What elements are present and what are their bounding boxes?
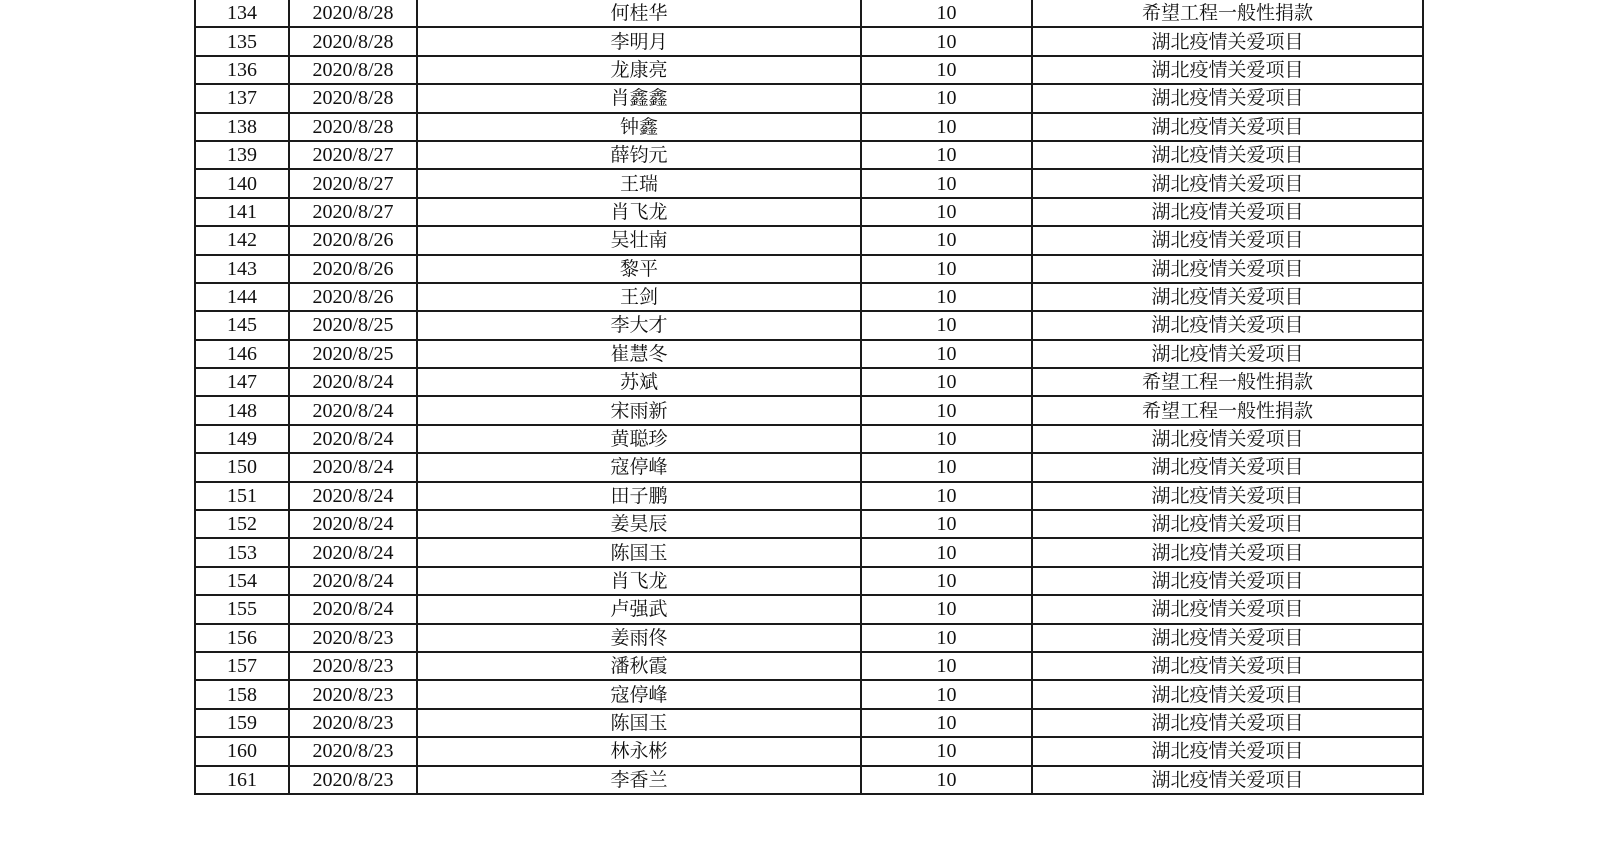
donor-name-cell: 苏斌 bbox=[417, 368, 861, 396]
donation-date-cell: 2020/8/27 bbox=[289, 169, 417, 197]
donor-name-cell: 王剑 bbox=[417, 283, 861, 311]
donation-date-cell: 2020/8/24 bbox=[289, 567, 417, 595]
row-number-cell: 147 bbox=[195, 368, 289, 396]
donation-amount-cell: 10 bbox=[861, 198, 1032, 226]
donation-date-cell: 2020/8/27 bbox=[289, 198, 417, 226]
row-number-cell: 146 bbox=[195, 340, 289, 368]
project-name-cell: 湖北疫情关爱项目 bbox=[1032, 510, 1423, 538]
donation-amount-cell: 10 bbox=[861, 766, 1032, 794]
table-row bbox=[195, 311, 1423, 339]
donor-name-cell: 潘秋霞 bbox=[417, 652, 861, 680]
donation-date-cell: 2020/8/26 bbox=[289, 283, 417, 311]
donor-name-cell: 崔慧冬 bbox=[417, 340, 861, 368]
donation-date-cell: 2020/8/25 bbox=[289, 311, 417, 339]
donation-date-cell: 2020/8/23 bbox=[289, 652, 417, 680]
donor-name-cell: 寇停峰 bbox=[417, 453, 861, 481]
project-name-cell: 湖北疫情关爱项目 bbox=[1032, 56, 1423, 84]
row-number-cell: 152 bbox=[195, 510, 289, 538]
donation-amount-cell: 10 bbox=[861, 538, 1032, 566]
donation-amount-cell: 10 bbox=[861, 113, 1032, 141]
row-number-cell: 158 bbox=[195, 680, 289, 708]
table-row bbox=[195, 680, 1423, 708]
donation-date-cell: 2020/8/23 bbox=[289, 766, 417, 794]
donation-amount-cell: 10 bbox=[861, 169, 1032, 197]
donor-name-cell: 姜雨佟 bbox=[417, 624, 861, 652]
table-row bbox=[195, 652, 1423, 680]
donor-name-cell: 肖飞龙 bbox=[417, 198, 861, 226]
row-number-cell: 144 bbox=[195, 283, 289, 311]
donor-name-cell: 林永彬 bbox=[417, 737, 861, 765]
table-row bbox=[195, 0, 1423, 27]
donor-name-cell: 卢强武 bbox=[417, 595, 861, 623]
table-row bbox=[195, 169, 1423, 197]
table-row bbox=[195, 27, 1423, 55]
donation-date-cell: 2020/8/24 bbox=[289, 595, 417, 623]
project-name-cell: 湖北疫情关爱项目 bbox=[1032, 141, 1423, 169]
donor-name-cell: 薛钧元 bbox=[417, 141, 861, 169]
donor-name-cell: 陈国玉 bbox=[417, 709, 861, 737]
row-number-cell: 157 bbox=[195, 652, 289, 680]
donation-date-cell: 2020/8/24 bbox=[289, 425, 417, 453]
donor-name-cell: 宋雨新 bbox=[417, 396, 861, 424]
donation-amount-cell: 10 bbox=[861, 396, 1032, 424]
row-number-cell: 137 bbox=[195, 84, 289, 112]
donor-name-cell: 吴壮南 bbox=[417, 226, 861, 254]
row-number-cell: 142 bbox=[195, 226, 289, 254]
donation-amount-cell: 10 bbox=[861, 709, 1032, 737]
project-name-cell: 湖北疫情关爱项目 bbox=[1032, 84, 1423, 112]
donor-name-cell: 龙康亮 bbox=[417, 56, 861, 84]
donation-table bbox=[194, 0, 1424, 795]
project-name-cell: 湖北疫情关爱项目 bbox=[1032, 226, 1423, 254]
donation-date-cell: 2020/8/24 bbox=[289, 368, 417, 396]
donor-name-cell: 肖飞龙 bbox=[417, 567, 861, 595]
donor-name-cell: 钟鑫 bbox=[417, 113, 861, 141]
table-row bbox=[195, 113, 1423, 141]
row-number-cell: 161 bbox=[195, 766, 289, 794]
project-name-cell: 湖北疫情关爱项目 bbox=[1032, 652, 1423, 680]
donation-amount-cell: 10 bbox=[861, 453, 1032, 481]
table-row bbox=[195, 198, 1423, 226]
row-number-cell: 154 bbox=[195, 567, 289, 595]
row-number-cell: 153 bbox=[195, 538, 289, 566]
table-row bbox=[195, 226, 1423, 254]
donation-amount-cell: 10 bbox=[861, 0, 1032, 27]
donation-date-cell: 2020/8/26 bbox=[289, 255, 417, 283]
donation-date-cell: 2020/8/23 bbox=[289, 737, 417, 765]
donor-name-cell: 何桂华 bbox=[417, 0, 861, 27]
donation-amount-cell: 10 bbox=[861, 567, 1032, 595]
row-number-cell: 138 bbox=[195, 113, 289, 141]
donation-date-cell: 2020/8/24 bbox=[289, 453, 417, 481]
donation-date-cell: 2020/8/24 bbox=[289, 510, 417, 538]
project-name-cell: 湖北疫情关爱项目 bbox=[1032, 680, 1423, 708]
table-row bbox=[195, 56, 1423, 84]
donor-name-cell: 李香兰 bbox=[417, 766, 861, 794]
table-row bbox=[195, 255, 1423, 283]
donor-name-cell: 田子鹏 bbox=[417, 482, 861, 510]
project-name-cell: 湖北疫情关爱项目 bbox=[1032, 169, 1423, 197]
table-row bbox=[195, 340, 1423, 368]
table-row bbox=[195, 538, 1423, 566]
donation-amount-cell: 10 bbox=[861, 56, 1032, 84]
project-name-cell: 湖北疫情关爱项目 bbox=[1032, 737, 1423, 765]
row-number-cell: 139 bbox=[195, 141, 289, 169]
donation-amount-cell: 10 bbox=[861, 311, 1032, 339]
table-row bbox=[195, 766, 1423, 794]
donation-date-cell: 2020/8/23 bbox=[289, 680, 417, 708]
table-row bbox=[195, 482, 1423, 510]
donation-amount-cell: 10 bbox=[861, 737, 1032, 765]
table-row bbox=[195, 368, 1423, 396]
table-row bbox=[195, 396, 1423, 424]
table-row bbox=[195, 141, 1423, 169]
donation-date-cell: 2020/8/26 bbox=[289, 226, 417, 254]
donation-amount-cell: 10 bbox=[861, 226, 1032, 254]
project-name-cell: 湖北疫情关爱项目 bbox=[1032, 709, 1423, 737]
project-name-cell: 湖北疫情关爱项目 bbox=[1032, 425, 1423, 453]
row-number-cell: 136 bbox=[195, 56, 289, 84]
table-row bbox=[195, 510, 1423, 538]
donation-date-cell: 2020/8/27 bbox=[289, 141, 417, 169]
donation-date-cell: 2020/8/28 bbox=[289, 0, 417, 27]
table-row bbox=[195, 737, 1423, 765]
donation-date-cell: 2020/8/23 bbox=[289, 709, 417, 737]
donor-name-cell: 姜昊辰 bbox=[417, 510, 861, 538]
project-name-cell: 湖北疫情关爱项目 bbox=[1032, 311, 1423, 339]
project-name-cell: 湖北疫情关爱项目 bbox=[1032, 113, 1423, 141]
donation-amount-cell: 10 bbox=[861, 84, 1032, 112]
donor-name-cell: 寇停峰 bbox=[417, 680, 861, 708]
row-number-cell: 145 bbox=[195, 311, 289, 339]
donor-name-cell: 黄聪珍 bbox=[417, 425, 861, 453]
donation-date-cell: 2020/8/24 bbox=[289, 538, 417, 566]
table-row bbox=[195, 84, 1423, 112]
donation-amount-cell: 10 bbox=[861, 595, 1032, 623]
donation-list-sheet bbox=[194, 0, 1422, 795]
donation-amount-cell: 10 bbox=[861, 510, 1032, 538]
project-name-cell: 湖北疫情关爱项目 bbox=[1032, 766, 1423, 794]
row-number-cell: 148 bbox=[195, 396, 289, 424]
row-number-cell: 155 bbox=[195, 595, 289, 623]
donor-name-cell: 陈国玉 bbox=[417, 538, 861, 566]
project-name-cell: 湖北疫情关爱项目 bbox=[1032, 453, 1423, 481]
donation-amount-cell: 10 bbox=[861, 425, 1032, 453]
donor-name-cell: 李明月 bbox=[417, 27, 861, 55]
row-number-cell: 156 bbox=[195, 624, 289, 652]
donation-amount-cell: 10 bbox=[861, 27, 1032, 55]
donor-name-cell: 王瑞 bbox=[417, 169, 861, 197]
row-number-cell: 140 bbox=[195, 169, 289, 197]
table-row bbox=[195, 567, 1423, 595]
donation-date-cell: 2020/8/24 bbox=[289, 482, 417, 510]
table-row bbox=[195, 453, 1423, 481]
donation-date-cell: 2020/8/28 bbox=[289, 113, 417, 141]
project-name-cell: 湖北疫情关爱项目 bbox=[1032, 538, 1423, 566]
project-name-cell: 希望工程一般性捐款 bbox=[1032, 396, 1423, 424]
project-name-cell: 湖北疫情关爱项目 bbox=[1032, 283, 1423, 311]
project-name-cell: 希望工程一般性捐款 bbox=[1032, 368, 1423, 396]
donation-amount-cell: 10 bbox=[861, 680, 1032, 708]
project-name-cell: 湖北疫情关爱项目 bbox=[1032, 27, 1423, 55]
donation-table-body bbox=[195, 0, 1423, 794]
row-number-cell: 135 bbox=[195, 27, 289, 55]
table-row bbox=[195, 283, 1423, 311]
donation-amount-cell: 10 bbox=[861, 652, 1032, 680]
donation-amount-cell: 10 bbox=[861, 368, 1032, 396]
donation-amount-cell: 10 bbox=[861, 482, 1032, 510]
donation-date-cell: 2020/8/23 bbox=[289, 624, 417, 652]
donation-date-cell: 2020/8/24 bbox=[289, 396, 417, 424]
project-name-cell: 湖北疫情关爱项目 bbox=[1032, 198, 1423, 226]
table-row bbox=[195, 425, 1423, 453]
project-name-cell: 湖北疫情关爱项目 bbox=[1032, 567, 1423, 595]
donor-name-cell: 李大才 bbox=[417, 311, 861, 339]
table-row bbox=[195, 595, 1423, 623]
donation-amount-cell: 10 bbox=[861, 141, 1032, 169]
row-number-cell: 150 bbox=[195, 453, 289, 481]
donation-amount-cell: 10 bbox=[861, 283, 1032, 311]
row-number-cell: 143 bbox=[195, 255, 289, 283]
project-name-cell: 湖北疫情关爱项目 bbox=[1032, 595, 1423, 623]
donor-name-cell: 黎平 bbox=[417, 255, 861, 283]
row-number-cell: 160 bbox=[195, 737, 289, 765]
donation-amount-cell: 10 bbox=[861, 340, 1032, 368]
row-number-cell: 151 bbox=[195, 482, 289, 510]
row-number-cell: 141 bbox=[195, 198, 289, 226]
donor-name-cell: 肖鑫鑫 bbox=[417, 84, 861, 112]
row-number-cell: 159 bbox=[195, 709, 289, 737]
row-number-cell: 134 bbox=[195, 0, 289, 27]
table-row bbox=[195, 624, 1423, 652]
donation-date-cell: 2020/8/28 bbox=[289, 84, 417, 112]
donation-date-cell: 2020/8/28 bbox=[289, 56, 417, 84]
donation-amount-cell: 10 bbox=[861, 624, 1032, 652]
project-name-cell: 湖北疫情关爱项目 bbox=[1032, 255, 1423, 283]
project-name-cell: 湖北疫情关爱项目 bbox=[1032, 482, 1423, 510]
table-row bbox=[195, 709, 1423, 737]
project-name-cell: 希望工程一般性捐款 bbox=[1032, 0, 1423, 27]
donation-amount-cell: 10 bbox=[861, 255, 1032, 283]
project-name-cell: 湖北疫情关爱项目 bbox=[1032, 340, 1423, 368]
donation-date-cell: 2020/8/28 bbox=[289, 27, 417, 55]
donation-date-cell: 2020/8/25 bbox=[289, 340, 417, 368]
project-name-cell: 湖北疫情关爱项目 bbox=[1032, 624, 1423, 652]
row-number-cell: 149 bbox=[195, 425, 289, 453]
